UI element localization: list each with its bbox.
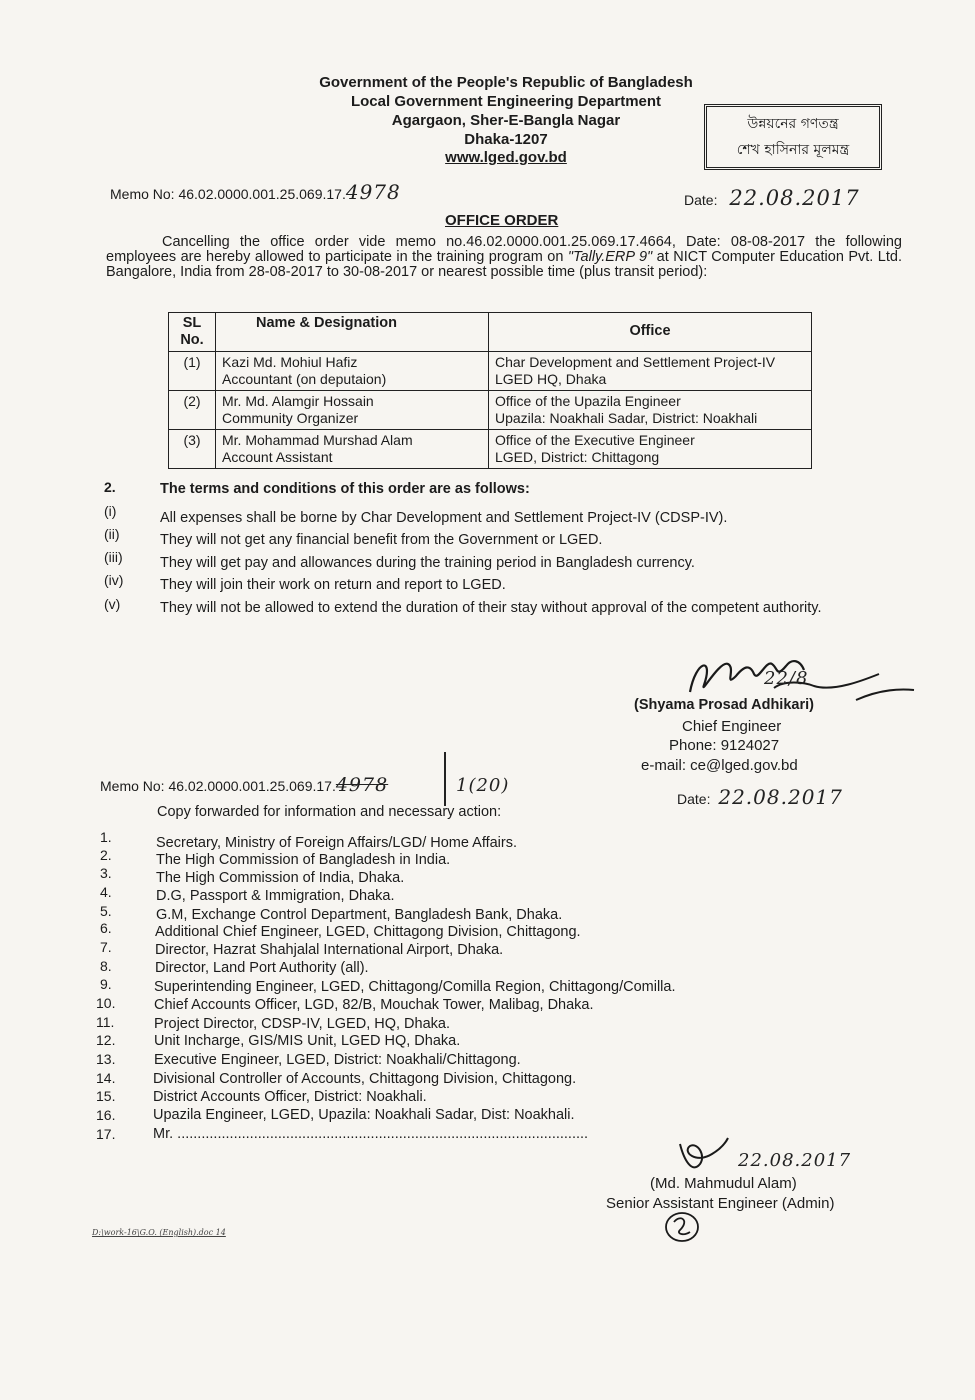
recipient-text: The High Commission of India, Dhaka. [156, 870, 405, 886]
recipient-text: Additional Chief Engineer, LGED, Chittagong Division, Chittagong. [155, 924, 581, 940]
recipient-num: 7. [100, 939, 112, 955]
recipient-text: Divisional Controller of Accounts, Chittagong Division, Chittagong. [153, 1071, 577, 1087]
recipient-text: Project Director, CDSP-IV, LGED, HQ, Dhaka. [154, 1016, 451, 1032]
row-office-2: LGED HQ, Dhaka [495, 371, 607, 387]
row-office-1: Char Development and Settlement Project-IV [495, 354, 776, 370]
footer-file-path: D:\work-16\G.O. (English).doc 14 [92, 1228, 226, 1237]
header-address: Agargaon, Sher-E-Bangla Nagar [391, 112, 621, 129]
row-office-2: LGED, District: Chittagong [495, 449, 660, 465]
term-text: They will not get any financial benefit from the Government or LGED. [160, 532, 603, 548]
slogan-line-1: উন্নয়নের গণতন্ত্র [747, 116, 839, 132]
row-name-cell [216, 391, 489, 430]
row-name: Mr. Md. Alamgir Hossain [222, 393, 374, 409]
recipient-text: The High Commission of Bangladesh in India. [156, 852, 451, 868]
signature-2-date-handwritten: 22.08.2017 [738, 1150, 852, 1171]
handwritten-divider [444, 752, 446, 806]
recipient-text: Mr. ...................................................................................................... [153, 1126, 589, 1142]
row-designation: Community Organizer [222, 410, 359, 426]
term-text: They will not be allowed to extend the duration of their stay without approval of the competent authority. [160, 600, 822, 616]
table-header-row [169, 313, 812, 352]
recipient-text: Unit Incharge, GIS/MIS Unit, LGED HQ, Dhaka. [154, 1033, 461, 1049]
term-num: (v) [104, 596, 121, 612]
recipient-text: Chief Accounts Officer, LGD, 82/B, Mouchak Tower, Malibag, Dhaka. [154, 997, 594, 1013]
table-row [169, 391, 812, 430]
signatory-title: Chief Engineer [682, 718, 782, 735]
memo-number-handwritten: 4978 [345, 180, 401, 204]
signatory-2-title: Senior Assistant Engineer (Admin) [606, 1195, 835, 1212]
recipient-num: 17. [96, 1126, 116, 1142]
recipient-num: 6. [100, 920, 112, 936]
recipient-text: G.M, Exchange Control Department, Bangladesh Bank, Dhaka. [156, 907, 563, 923]
row-name-cell [216, 430, 489, 469]
recipient-text: Director, Hazrat Shahjalal International Airport, Dhaka. [155, 942, 504, 958]
signatory-name: (Shyama Prosad Adhikari) [634, 697, 814, 713]
signatory-email: e-mail: ce@lged.gov.bd [641, 757, 798, 774]
terms-heading: The terms and conditions of this order are as follows: [160, 481, 530, 497]
recipient-num: 2. [100, 847, 112, 863]
row-office-1: Office of the Executive Engineer [495, 432, 695, 448]
memo-2-label: Memo No: 46.02.0000.001.25.069.17. [100, 778, 336, 794]
recipient-num: 16. [96, 1107, 116, 1123]
row-sl: (3) [169, 430, 216, 469]
term-text: They will join their work on return and report to LGED. [160, 577, 506, 593]
memo-2-sub-handwritten: 1(20) [456, 775, 510, 796]
recipient-num: 3. [100, 865, 112, 881]
copy-forward-line: Copy forwarded for information and necessary action: [157, 804, 502, 820]
recipient-num: 12. [96, 1032, 116, 1048]
term-num: (i) [104, 503, 117, 519]
memo-date [684, 186, 860, 210]
term-text: All expenses shall be borne by Char Development and Settlement Project-IV (CDSP-IV). [160, 510, 728, 526]
terms-number: 2. [104, 479, 116, 495]
recipient-text: D.G, Passport & Immigration, Dhaka. [156, 888, 395, 904]
recipient-num: 5. [100, 903, 112, 919]
row-office-2: Upazila: Noakhali Sadar, District: Noakhali [495, 410, 758, 426]
memo-2-date-handwritten: 22.08.2017 [718, 785, 843, 809]
recipient-text: Secretary, Ministry of Foreign Affairs/LGD/ Home Affairs. [156, 835, 518, 851]
row-office-cell [489, 352, 812, 391]
row-name: Mr. Mohammad Murshad Alam [222, 432, 413, 448]
recipient-text: Upazila Engineer, LGED, Upazila: Noakhali Sadar, Dist: Noakhali. [153, 1107, 575, 1123]
header-sl: SL No. [169, 313, 216, 352]
memo-2-date [677, 785, 843, 809]
slogan-line-2: শেখ হাসিনার মূলমন্ত্র [736, 142, 850, 158]
signatory-2-name: (Md. Mahmudul Alam) [650, 1175, 797, 1192]
recipient-num: 4. [100, 884, 112, 900]
row-sl: (1) [169, 352, 216, 391]
recipient-text: Executive Engineer, LGED, District: Noakhali/Chittagong. [154, 1052, 521, 1068]
row-designation: Accountant (on deputaion) [222, 371, 387, 387]
term-num: (iii) [104, 549, 123, 565]
row-name: Kazi Md. Mohiul Hafiz [222, 354, 358, 370]
row-sl: (2) [169, 391, 216, 430]
recipient-num: 15. [96, 1088, 116, 1104]
intro-text-2: at NICT Computer Education Pvt. Ltd. Bangalore, India from 28-08-2017 to 30-08-2017 or nearest possible time (plus transit period): [106, 249, 902, 280]
office-order-title: OFFICE ORDER [445, 212, 559, 229]
date-handwritten: 22.08.2017 [729, 186, 860, 210]
recipient-num: 13. [96, 1051, 116, 1067]
recipient-text: Director, Land Port Authority (all). [155, 960, 369, 976]
program-name: "Tally.ERP 9" [567, 249, 653, 265]
memo-2-date-label: Date: [677, 791, 711, 807]
memo-2-number-handwritten: 4978 [335, 774, 389, 796]
recipient-num: 8. [100, 958, 112, 974]
employee-table [168, 312, 812, 469]
date-label: Date: [684, 192, 718, 208]
term-num: (ii) [104, 526, 120, 542]
recipient-text: District Accounts Officer, District: Noakhali. [153, 1089, 427, 1105]
slogan-box [704, 104, 882, 170]
term-text: They will get pay and allowances during the training period in Bangladesh currency. [160, 555, 695, 571]
row-designation: Account Assistant [222, 449, 333, 465]
signature-date-handwritten: 22/8 [764, 668, 809, 689]
header-name: Name & Designation [216, 313, 489, 352]
header-website: www.lged.gov.bd [445, 149, 567, 166]
recipient-num: 10. [96, 995, 116, 1011]
handwritten-initial-mark [662, 1210, 702, 1244]
row-office-1: Office of the Upazila Engineer [495, 393, 681, 409]
memo-line [110, 180, 401, 204]
term-num: (iv) [104, 572, 124, 588]
header-department: Local Government Engineering Department [350, 93, 662, 110]
row-office-cell [489, 430, 812, 469]
header-government: Government of the People's Republic of Bangladesh [319, 74, 693, 91]
intro-paragraph [106, 235, 902, 280]
row-name-cell [216, 352, 489, 391]
recipient-num: 9. [100, 976, 112, 992]
recipient-num: 11. [96, 1014, 115, 1030]
intro-text-1: Cancelling the office order vide memo no.46.02.0000.001.25.069.17.4664, Date: 08-08-2017 the following employees are hereby allowed to participate in the training program on [106, 234, 902, 265]
signatory-phone: Phone: 9124027 [669, 737, 780, 754]
recipient-num: 1. [100, 829, 112, 845]
memo-label: Memo No: 46.02.0000.001.25.069.17. [110, 186, 346, 202]
recipient-num: 14. [96, 1070, 116, 1086]
row-office-cell [489, 391, 812, 430]
recipient-text: Superintending Engineer, LGED, Chittagong/Comilla Region, Chittagong/Comilla. [154, 979, 676, 995]
header-office: Office [489, 313, 812, 352]
header-city: Dhaka-1207 [464, 131, 548, 148]
memo-2-line [100, 774, 388, 796]
table-row [169, 430, 812, 469]
table-row [169, 352, 812, 391]
